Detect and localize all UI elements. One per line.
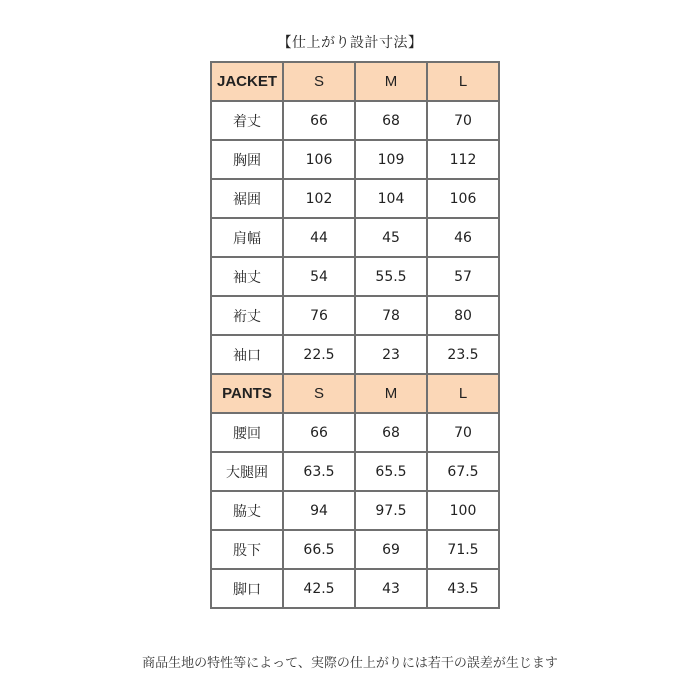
row-label: 脚口: [211, 569, 283, 608]
cell-value: 100: [427, 491, 499, 530]
cell-value: 57: [427, 257, 499, 296]
table-row: [211, 413, 499, 452]
cell-value: 94: [283, 491, 355, 530]
table-row: [211, 140, 499, 179]
row-label: 着丈: [211, 101, 283, 140]
jacket-header-row: [211, 62, 499, 101]
table-row: [211, 452, 499, 491]
table-row: [211, 530, 499, 569]
table-row: [211, 257, 499, 296]
jacket-label: JACKET: [211, 62, 283, 101]
cell-value: 68: [355, 413, 427, 452]
cell-value: 112: [427, 140, 499, 179]
cell-value: 23.5: [427, 335, 499, 374]
size-l-header: L: [427, 374, 499, 413]
table-row: [211, 569, 499, 608]
cell-value: 22.5: [283, 335, 355, 374]
row-label: 腰回: [211, 413, 283, 452]
pants-label: PANTS: [211, 374, 283, 413]
row-label: 裄丈: [211, 296, 283, 335]
cell-value: 106: [283, 140, 355, 179]
page-title: 【仕上がり設計寸法】: [277, 35, 423, 51]
row-label: 裾囲: [211, 179, 283, 218]
cell-value: 70: [427, 101, 499, 140]
size-l-header: L: [427, 62, 499, 101]
cell-value: 44: [283, 218, 355, 257]
cell-value: 54: [283, 257, 355, 296]
cell-value: 42.5: [283, 569, 355, 608]
cell-value: 78: [355, 296, 427, 335]
row-label: 胸囲: [211, 140, 283, 179]
cell-value: 68: [355, 101, 427, 140]
cell-value: 45: [355, 218, 427, 257]
size-table: [210, 61, 500, 609]
cell-value: 66: [283, 413, 355, 452]
cell-value: 67.5: [427, 452, 499, 491]
row-label: 袖丈: [211, 257, 283, 296]
pants-header-row: [211, 374, 499, 413]
cell-value: 63.5: [283, 452, 355, 491]
cell-value: 76: [283, 296, 355, 335]
row-label: 大腿囲: [211, 452, 283, 491]
table-row: [211, 101, 499, 140]
size-m-header: M: [355, 62, 427, 101]
cell-value: 43: [355, 569, 427, 608]
cell-value: 80: [427, 296, 499, 335]
row-label: 肩幅: [211, 218, 283, 257]
table-row: [211, 218, 499, 257]
cell-value: 106: [427, 179, 499, 218]
table-row: [211, 179, 499, 218]
cell-value: 102: [283, 179, 355, 218]
cell-value: 46: [427, 218, 499, 257]
cell-value: 55.5: [355, 257, 427, 296]
cell-value: 66: [283, 101, 355, 140]
cell-value: 66.5: [283, 530, 355, 569]
cell-value: 97.5: [355, 491, 427, 530]
cell-value: 43.5: [427, 569, 499, 608]
size-s-header: S: [283, 62, 355, 101]
disclaimer-note: 商品生地の特性等によって、実際の仕上がりには若干の誤差が生じます: [142, 656, 558, 671]
size-m-header: M: [355, 374, 427, 413]
table-row: [211, 335, 499, 374]
table-row: [211, 491, 499, 530]
cell-value: 70: [427, 413, 499, 452]
row-label: 股下: [211, 530, 283, 569]
table-row: [211, 296, 499, 335]
cell-value: 109: [355, 140, 427, 179]
cell-value: 65.5: [355, 452, 427, 491]
size-s-header: S: [283, 374, 355, 413]
row-label: 袖口: [211, 335, 283, 374]
cell-value: 104: [355, 179, 427, 218]
row-label: 脇丈: [211, 491, 283, 530]
cell-value: 69: [355, 530, 427, 569]
cell-value: 71.5: [427, 530, 499, 569]
cell-value: 23: [355, 335, 427, 374]
